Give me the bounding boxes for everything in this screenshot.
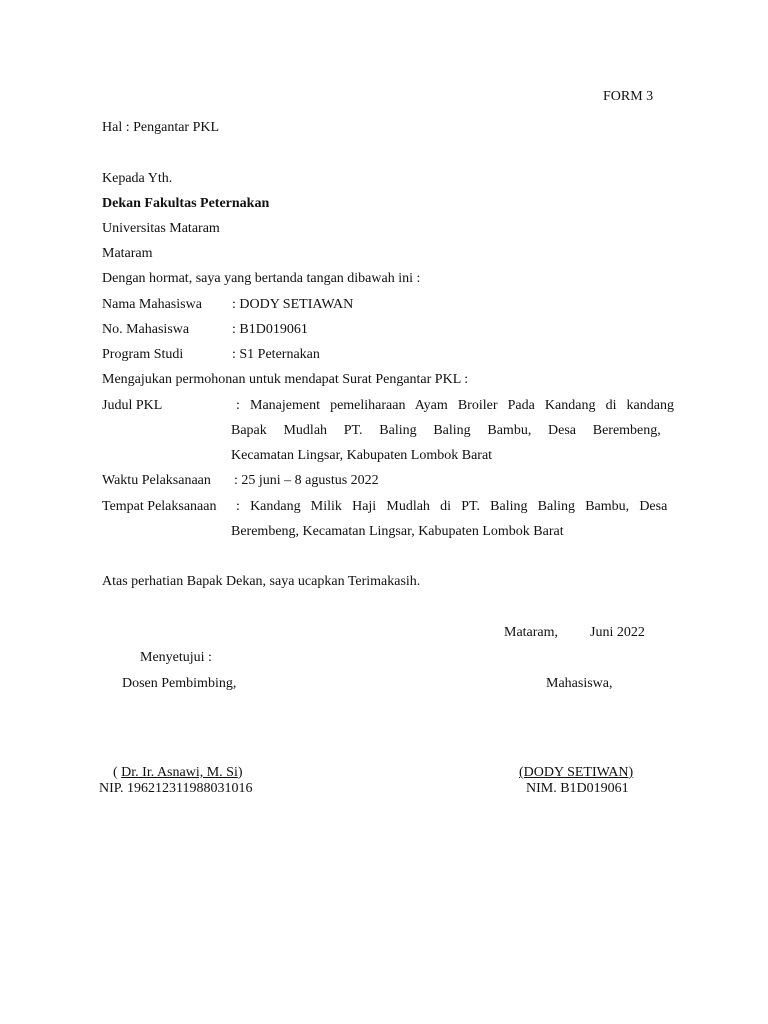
- supervisor-name: Dr. Ir. Asnawi, M. Si: [121, 765, 238, 780]
- place-line-1: : Kandang Milik Haji Mudlah di PT. Baling Baling Bambu, Desa: [236, 499, 668, 514]
- date-month-year: Juni 2022: [590, 625, 645, 640]
- pkl-title-line-2: Bapak Mudlah PT. Baling Baling Bambu, Desa Berembeng,: [231, 423, 661, 438]
- subject-line: Hal : Pengantar PKL: [102, 120, 220, 135]
- place-label: Tempat Pelaksanaan: [102, 499, 217, 514]
- pkl-title-line-1: : Manajement pemeliharaan Ayam Broiler Pada Kandang di kandang: [236, 398, 674, 413]
- time-value: : 25 juni – 8 agustus 2022: [234, 473, 379, 488]
- study-program-value: : S1 Peternakan: [232, 347, 320, 362]
- supervisor-name-open-paren: (: [113, 765, 122, 780]
- recipient-city: Mataram: [102, 246, 153, 261]
- recipient-university: Universitas Mataram: [102, 221, 220, 236]
- time-label: Waktu Pelaksanaan: [102, 473, 211, 488]
- recipient-greeting: Kepada Yth.: [102, 171, 173, 186]
- recipient-name: Dekan Fakultas Peternakan: [102, 196, 270, 211]
- closing-sentence: Atas perhatian Bapak Dekan, saya ucapkan Terimakasih.: [102, 574, 421, 589]
- student-number-label: No. Mahasiswa: [102, 322, 190, 337]
- student-signature-name: (DODY SETIWAN): [519, 765, 634, 780]
- student-title: Mahasiswa,: [546, 676, 613, 691]
- supervisor-title: Dosen Pembimbing,: [122, 676, 237, 691]
- student-id: NIM. B1D019061: [526, 781, 629, 796]
- supervisor-name-close-paren: ): [237, 765, 243, 780]
- request-sentence: Mengajukan permohonan untuk mendapat Surat Pengantar PKL :: [102, 372, 469, 387]
- date-city: Mataram,: [504, 625, 559, 640]
- form-number: FORM 3: [603, 89, 654, 104]
- opening-sentence: Dengan hormat, saya yang bertanda tangan dibawah ini :: [102, 271, 421, 286]
- pkl-title-label: Judul PKL: [102, 398, 163, 413]
- student-name-value: : DODY SETIAWAN: [232, 297, 354, 312]
- pkl-title-line-3: Kecamatan Lingsar, Kabupaten Lombok Barat: [231, 448, 493, 463]
- student-number-value: : B1D019061: [232, 322, 308, 337]
- place-line-2: Berembeng, Kecamatan Lingsar, Kabupaten Lombok Barat: [231, 524, 564, 539]
- student-name-label: Nama Mahasiswa: [102, 297, 202, 312]
- supervisor-id: NIP. 196212311988031016: [99, 781, 253, 796]
- approval-label: Menyetujui :: [140, 650, 212, 665]
- study-program-label: Program Studi: [102, 347, 184, 362]
